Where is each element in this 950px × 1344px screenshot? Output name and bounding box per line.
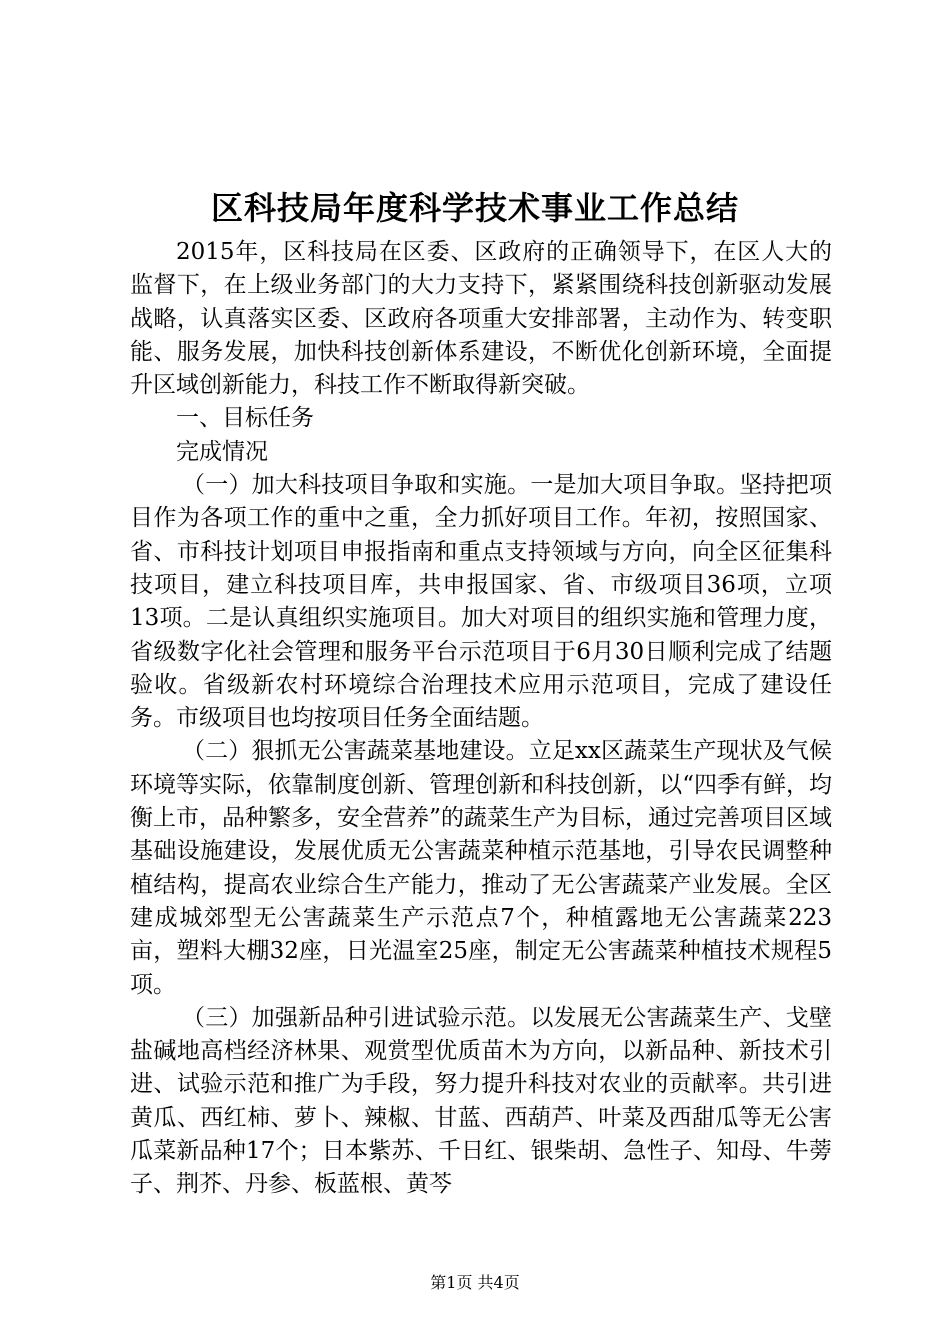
paragraph-item-1: （一）加大科技项目争取和实施。一是加大项目争取。坚持把项目作为各项工作的重中之重，全力抓好项目工作。年初，按照国家、省、市科技计划项目申报指南和重点支持领域与方向，向全区征集科技项目，建立科技项目库，共申报国家、省、市级项目36项，立项13项。二是认真组织实施项目。加大对项目的组织实施和管理力度，省级数字化社会管理和服务平台示范项目于6月30日顺利完成了结题验收。省级新农村环境综合治理技术应用示范项目，完成了建设任务。市级项目也均按项目任务全面结题。: [130, 472, 832, 732]
heading-section-1: 一、目标任务: [176, 405, 314, 432]
paragraph-item-3: （三）加强新品种引进试验示范。以发展无公害蔬菜生产、戈壁盐碱地高档经济林果、观赏型优质苗木为方向，以新品种、新技术引进、试验示范和推广为手段，努力提升科技对农业的贡献率。共引进黄瓜、西红柿、萝卜、辣椒、甘蓝、西葫芦、叶菜及西甜瓜等无公害瓜菜新品种17个；日本紫苏、千日红、银柴胡、急性子、知母、牛蒡子、荆芥、丹参、板蓝根、黄芩: [130, 1004, 832, 1198]
page-number-footer: 第1页 共4页: [430, 1273, 520, 1292]
paragraph-item-2: （二）狠抓无公害蔬菜基地建设。立足xx区蔬菜生产现状及气候环境等实际，依靠制度创新、管理创新和科技创新，以“四季有鲜，均衡上市，品种繁多，安全营养”的蔬菜生产为目标，通过完善项目区域基础设施建设，发展优质无公害蔬菜种植示范基地，引导农民调整种植结构，提高农业综合生产能力，推动了无公害蔬菜产业发展。全区建成城郊型无公害蔬菜生产示范点7个，种植露地无公害蔬菜223亩，塑料大棚32座，日光温室25座，制定无公害蔬菜种植技术规程5项。: [130, 738, 832, 998]
heading-completion: 完成情况: [176, 438, 268, 465]
document-title: 区科技局年度科学技术事业工作总结: [210, 189, 739, 227]
paragraph-intro: 2015年，区科技局在区委、区政府的正确领导下，在区人大的监督下，在上级业务部门的大力支持下，紧紧围绕科技创新驱动发展战略，认真落实区委、区政府各项重大安排部署，主动作为、转变职能、服务发展，加快科技创新体系建设，不断优化创新环境，全面提升区域创新能力，科技工作不断取得新突破。: [130, 239, 832, 399]
document-body: [130, 236, 832, 1202]
